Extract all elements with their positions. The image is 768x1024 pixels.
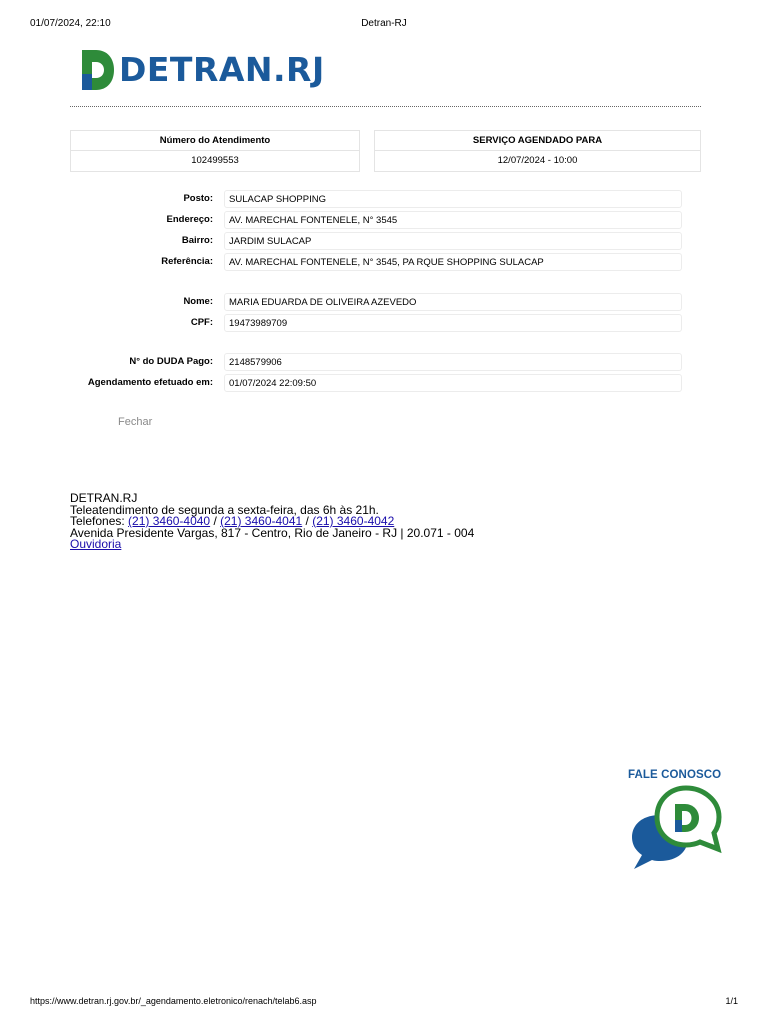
contact-info [70, 493, 474, 551]
header-divider [70, 106, 701, 107]
detail-label: Posto: [183, 193, 213, 204]
detail-label: Referência: [161, 256, 213, 267]
detran-logo-icon [80, 48, 116, 92]
detail-label: Bairro: [181, 235, 213, 246]
detail-value: 19473989709 [224, 314, 682, 332]
print-header [30, 18, 738, 32]
attendance-number-label: Número do Atendimento [71, 131, 359, 151]
detran-logo[interactable] [80, 48, 325, 92]
detail-label: Endereço: [166, 214, 213, 225]
print-footer [30, 996, 738, 1010]
detail-value: AV. MARECHAL FONTENELE, N° 3545 [224, 211, 682, 229]
ombudsman-link[interactable]: Ouvidoria [70, 537, 122, 551]
logo-wordmark: DETRAN.RJ [119, 50, 325, 89]
detail-label: N° do DUDA Pago: [129, 356, 213, 367]
phone-link-2[interactable]: (21) 3460-4041 [220, 514, 303, 528]
phone-separator: / [210, 514, 221, 528]
phone-separator: / [302, 514, 313, 528]
service-hours: Teleatendimento de segunda a sexta-feira, das 6h às 21h. [70, 502, 379, 517]
print-page-number: 1/1 [725, 996, 738, 1006]
scheduled-service-box [374, 130, 701, 172]
print-url: https://www.detran.rj.gov.br/_agendamento.eletronico/renach/telab6.asp [30, 996, 317, 1006]
attendance-number-box [70, 130, 360, 172]
scheduled-service-label: SERVIÇO AGENDADO PARA [375, 131, 700, 151]
address: Avenida Presidente Vargas, 817 - Centro, Rio de Janeiro - RJ | 20.071 - 004 [70, 525, 475, 540]
scheduled-service-value: 12/07/2024 - 10:00 [497, 155, 578, 166]
detail-label: CPF: [190, 317, 213, 328]
detail-value: 2148579906 [224, 353, 682, 371]
fale-conosco-label: FALE CONOSCO [628, 769, 722, 781]
detail-value: SULACAP SHOPPING [224, 190, 682, 208]
detail-label: Nome: [183, 296, 213, 307]
detail-value: MARIA EDUARDA DE OLIVEIRA AZEVEDO [224, 293, 682, 311]
detail-value: JARDIM SULACAP [224, 232, 682, 250]
detail-value: AV. MARECHAL FONTENELE, N° 3545, PA RQUE SHOPPING SULACAP [224, 253, 682, 271]
chat-bubbles-icon [630, 785, 726, 873]
detail-value: 01/07/2024 22:09:50 [224, 374, 682, 392]
fale-conosco-widget[interactable] [628, 769, 721, 781]
print-datetime: 01/07/2024, 22:10 [30, 18, 111, 29]
phone-link-1[interactable]: (21) 3460-4040 [128, 514, 211, 528]
close-button[interactable]: Fechar [118, 416, 153, 428]
phone-link-3[interactable]: (21) 3460-4042 [312, 514, 395, 528]
org-name: DETRAN.RJ [70, 491, 138, 505]
detail-label: Agendamento efetuado em: [87, 377, 213, 388]
print-page-title: Detran-RJ [361, 18, 407, 29]
attendance-number-value: 102499553 [191, 155, 239, 166]
phones-label: Telefones: [70, 514, 129, 528]
